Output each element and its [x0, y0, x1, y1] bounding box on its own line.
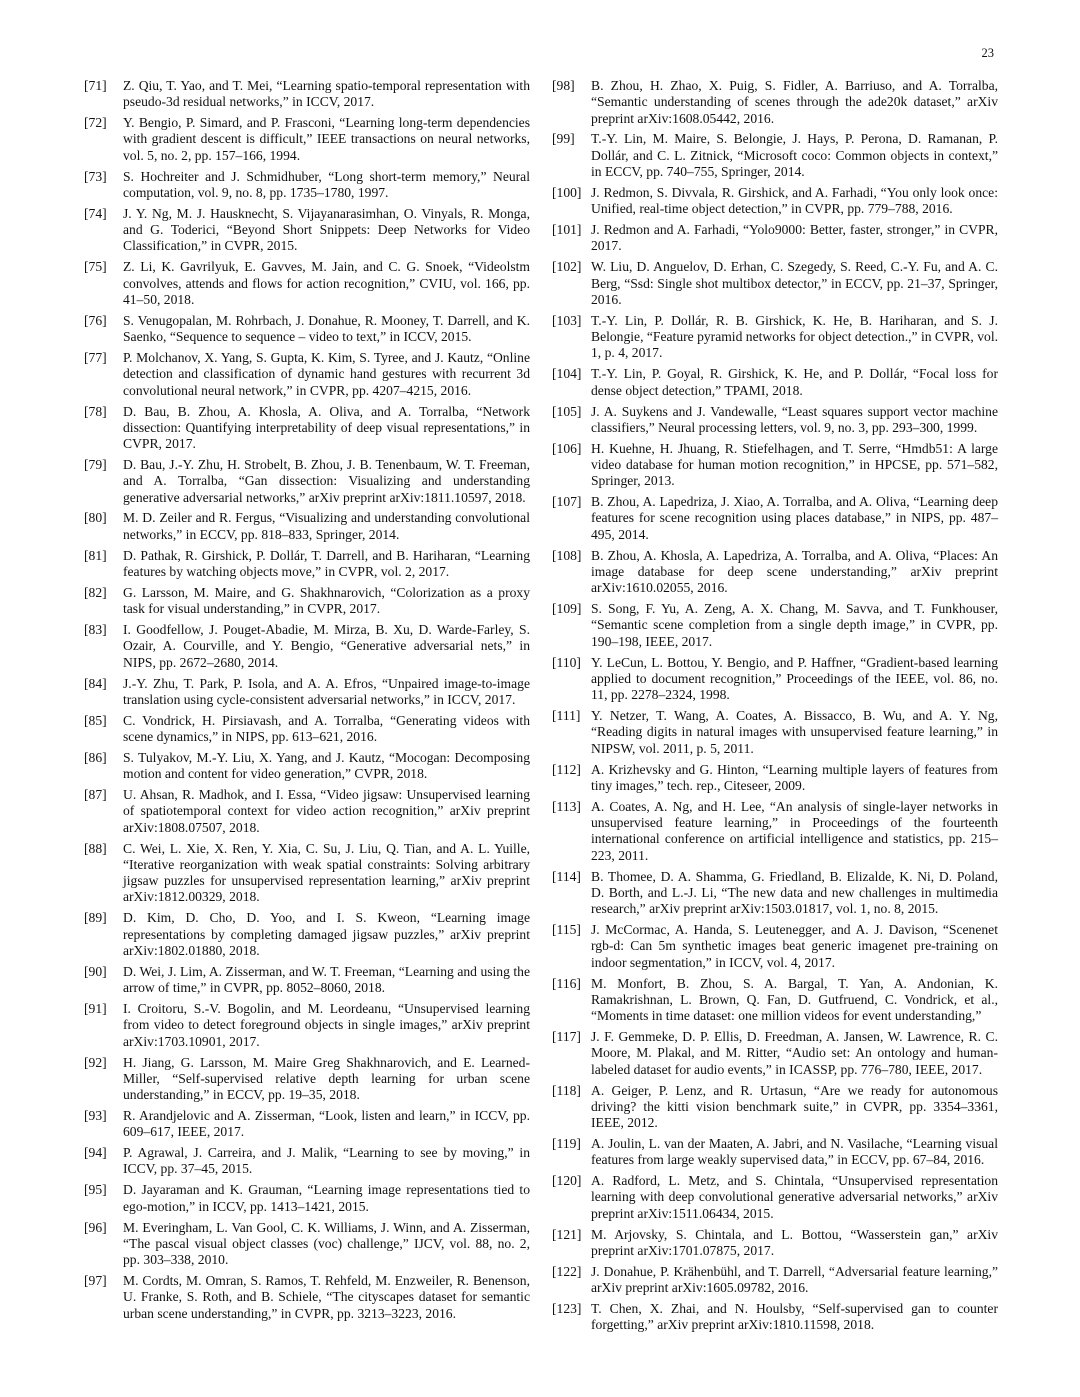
- reference-text: J. Redmon and A. Farhadi, “Yolo9000: Better, faster, stronger,” in CVPR, 2017.: [591, 222, 998, 254]
- reference-text: D. Bau, J.-Y. Zhu, H. Strobelt, B. Zhou, J. B. Tenenbaum, W. T. Freeman, and A. Torralba, “Gan dissection: Visualizing and understanding generative adversarial networks,” arXiv preprint arXiv:1811.10597, 2018.: [123, 456, 530, 505]
- reference-entry: [552, 1301, 998, 1334]
- reference-number: [97]: [84, 1273, 107, 1289]
- reference-text: A. Geiger, P. Lenz, and R. Urtasun, “Are we ready for autonomous driving? the kitti vision benchmark suite,” in CVPR, pp. 3354–3361, IEEE, 2012.: [591, 1082, 998, 1131]
- reference-entry: [84, 548, 530, 581]
- reference-text: B. Thomee, D. A. Shamma, G. Friedland, B. Elizalde, K. Ni, D. Poland, D. Borth, and L.-J. Li, “The new data and new challenges in multimedia research,” arXiv preprint arXiv:1503.01817, vol. 1, no. 8, 2015.: [591, 868, 998, 917]
- reference-entry: [552, 655, 998, 704]
- reference-number: [79]: [84, 456, 107, 472]
- reference-number: [72]: [84, 115, 107, 131]
- reference-number: [77]: [84, 350, 107, 366]
- reference-number: [86]: [84, 749, 107, 765]
- reference-number: [119]: [552, 1135, 581, 1151]
- reference-number: [123]: [552, 1301, 582, 1317]
- reference-number: [74]: [84, 205, 107, 221]
- reference-entry: [552, 441, 998, 490]
- reference-text: J. Donahue, P. Krähenbühl, and T. Darrell, “Adversarial feature learning,” arXiv preprint arXiv:1605.09782, 2016.: [591, 1263, 998, 1296]
- reference-text: B. Zhou, A. Khosla, A. Lapedriza, A. Torralba, and A. Oliva, “Places: An image database for deep scene understanding,” arXiv preprint arXiv:1610.02055, 2016.: [591, 547, 998, 596]
- reference-text: C. Vondrick, H. Pirsiavash, and A. Torralba, “Generating videos with scene dynamics,” in NIPS, pp. 613–621, 2016.: [123, 712, 530, 744]
- reference-text: J. A. Suykens and J. Vandewalle, “Least squares support vector machine classifiers,” Neural processing letters, vol. 9, no. 3, pp. 293–300, 1999.: [591, 403, 998, 435]
- reference-entry: [552, 78, 998, 127]
- reference-number: [71]: [84, 78, 107, 93]
- reference-number: [83]: [84, 622, 107, 638]
- reference-text: J.-Y. Zhu, T. Park, P. Isola, and A. A. Efros, “Unpaired image-to-image translation using cycle-consistent adversarial networks,” in ICCV, 2017.: [123, 675, 530, 707]
- reference-entry: [84, 206, 530, 255]
- reference-text: S. Venugopalan, M. Rohrbach, J. Donahue, R. Mooney, T. Darrell, and K. Saenko, “Sequence to sequence – video to text,” in ICCV, 2015.: [123, 312, 530, 345]
- reference-text: I. Croitoru, S.-V. Bogolin, and M. Leordeanu, “Unsupervised learning from video to detect foreground objects in single images,” arXiv preprint arXiv:1703.10901, 2017.: [123, 1001, 530, 1049]
- reference-text: M. Everingham, L. Van Gool, C. K. Williams, J. Winn, and A. Zisserman, “The pascal visual object classes (voc) challenge,” IJCV, vol. 88, no. 2, pp. 303–338, 2010.: [123, 1219, 530, 1268]
- reference-entry: [552, 494, 998, 543]
- reference-entry: [552, 869, 998, 918]
- reference-entry: [552, 131, 998, 180]
- reference-entry: [552, 601, 998, 650]
- reference-number: [84]: [84, 675, 107, 691]
- reference-entry: [552, 366, 998, 399]
- reference-text: B. Zhou, A. Lapedriza, J. Xiao, A. Torralba, and A. Oliva, “Learning deep features for scene recognition using places database,” in NIPS, pp. 487–495, 2014.: [591, 494, 998, 542]
- reference-number: [118]: [552, 1082, 581, 1098]
- reference-text: C. Wei, L. Xie, X. Ren, Y. Xia, C. Su, J. Liu, Q. Tian, and A. L. Yuille, “Iterative reorganization with weak spatial constraints: Solving arbitrary jigsaw puzzles for unsupervised representation learning,” arXiv preprint arXiv:1812.00329, 2018.: [123, 840, 530, 905]
- reference-entry: [84, 1001, 530, 1050]
- reference-text: W. Liu, D. Anguelov, D. Erhan, C. Szegedy, S. Reed, C.-Y. Fu, and A. C. Berg, “Ssd: Single shot multibox detector,” in ECCV, pp. 21–37, Springer, 2016.: [591, 259, 998, 307]
- reference-entry: [84, 787, 530, 836]
- reference-number: [116]: [552, 975, 581, 991]
- reference-number: [98]: [552, 78, 575, 93]
- reference-number: [115]: [552, 922, 581, 938]
- reference-text: S. Song, F. Yu, A. Zeng, A. X. Chang, M. Savva, and T. Funkhouser, “Semantic scene completion from a single depth image,” in CVPR, pp. 190–198, IEEE, 2017.: [591, 601, 998, 649]
- reference-entry: [84, 585, 530, 618]
- reference-number: [103]: [552, 312, 582, 328]
- reference-text: D. Pathak, R. Girshick, P. Dollár, T. Darrell, and B. Hariharan, “Learning features by watching objects move,” in CVPR, vol. 2, 2017.: [123, 547, 530, 579]
- reference-entry: [552, 1083, 998, 1132]
- reference-text: A. Radford, L. Metz, and S. Chintala, “Unsupervised representation learning with deep convolutional generative adversarial networks,” arXiv preprint arXiv:1511.06434, 2015.: [591, 1173, 998, 1221]
- reference-number: [102]: [552, 259, 582, 275]
- reference-number: [82]: [84, 584, 107, 600]
- references-right-column: [552, 78, 998, 1338]
- reference-number: [76]: [84, 312, 107, 328]
- reference-text: A. Joulin, L. van der Maaten, A. Jabri, and N. Vasilache, “Learning visual features from large weakly supervised data,” in ECCV, pp. 67–84, 2016.: [591, 1135, 998, 1168]
- reference-entry: [84, 964, 530, 997]
- reference-entry: [552, 1029, 998, 1078]
- reference-entry: [552, 708, 998, 757]
- reference-entry: [552, 976, 998, 1025]
- reference-text: D. Bau, B. Zhou, A. Khosla, A. Oliva, and A. Torralba, “Network dissection: Quantifying interpretability of deep visual representations,” in CVPR, 2017.: [123, 403, 530, 452]
- reference-text: T.-Y. Lin, P. Dollár, R. B. Girshick, K. He, B. Hariharan, and S. J. Belongie, “Feature pyramid networks for object detection.,” in CVPR, vol. 1, p. 4, 2017.: [591, 312, 998, 361]
- reference-number: [101]: [552, 222, 582, 238]
- reference-number: [109]: [552, 601, 582, 617]
- reference-number: [94]: [84, 1145, 107, 1161]
- reference-text: I. Goodfellow, J. Pouget-Abadie, M. Mirza, B. Xu, D. Warde-Farley, S. Ozair, A. Courville, and Y. Bengio, “Generative adversarial nets,” in NIPS, pp. 2672–2680, 2014.: [123, 622, 530, 670]
- reference-entry: [552, 1264, 998, 1297]
- reference-entry: [84, 1108, 530, 1141]
- reference-entry: [84, 259, 530, 308]
- reference-entry: [84, 1145, 530, 1178]
- references-left-column: [84, 78, 530, 1338]
- reference-text: D. Jayaraman and K. Grauman, “Learning image representations tied to ego-motion,” in ICCV, pp. 1413–1421, 2015.: [123, 1182, 530, 1214]
- reference-entry: [84, 1220, 530, 1269]
- reference-text: M. Cordts, M. Omran, S. Ramos, T. Rehfeld, M. Enzweiler, R. Benenson, U. Franke, S. Roth, and B. Schiele, “The cityscapes dataset for semantic urban scene understanding,” in CVPR, pp. 3213–3223, 2016.: [123, 1273, 530, 1321]
- reference-number: [88]: [84, 840, 107, 856]
- reference-number: [107]: [552, 494, 582, 510]
- reference-text: U. Ahsan, R. Madhok, and I. Essa, “Video jigsaw: Unsupervised learning of spatiotemporal context for video action recognition,” arXiv preprint arXiv:1808.07507, 2018.: [123, 787, 530, 835]
- reference-entry: [84, 676, 530, 709]
- reference-entry: [552, 1136, 998, 1169]
- reference-entry: [84, 115, 530, 164]
- reference-entry: [84, 1273, 530, 1322]
- reference-entry: [552, 922, 998, 971]
- reference-number: [120]: [552, 1173, 582, 1189]
- page-number: 23: [981, 46, 994, 60]
- reference-text: S. Hochreiter and J. Schmidhuber, “Long short-term memory,” Neural computation, vol. 9, no. 8, pp. 1735–1780, 1997.: [123, 168, 530, 200]
- reference-number: [111]: [552, 708, 581, 724]
- reference-number: [99]: [552, 131, 575, 147]
- reference-number: [121]: [552, 1226, 582, 1242]
- reference-entry: [84, 404, 530, 453]
- reference-text: B. Zhou, H. Zhao, X. Puig, S. Fidler, A. Barriuso, and A. Torralba, “Semantic understanding of scenes through the ade20k dataset,” arXiv preprint arXiv:1608.05442, 2016.: [591, 78, 998, 126]
- reference-number: [100]: [552, 184, 582, 200]
- reference-number: [122]: [552, 1263, 582, 1279]
- reference-entry: [84, 313, 530, 346]
- reference-number: [91]: [84, 1001, 107, 1017]
- reference-number: [73]: [84, 168, 107, 184]
- reference-entry: [84, 910, 530, 959]
- reference-text: J. Y. Ng, M. J. Hausknecht, S. Vijayanarasimhan, O. Vinyals, R. Monga, and G. Toderici, “Beyond Short Snippets: Deep Networks for Video Classification,” in CVPR, 2015.: [123, 205, 530, 254]
- reference-text: G. Larsson, M. Maire, and G. Shakhnarovich, “Colorization as a proxy task for visual understanding,” in CVPR, 2017.: [123, 584, 530, 617]
- reference-text: Y. LeCun, L. Bottou, Y. Bengio, and P. Haffner, “Gradient-based learning applied to document recognition,” Proceedings of the IEEE, vol. 86, no. 11, pp. 2278–2324, 1998.: [591, 654, 998, 703]
- reference-text: Z. Li, K. Gavrilyuk, E. Gavves, M. Jain, and C. G. Snoek, “Videolstm convolves, attends and flows for action recognition,” CVIU, vol. 166, pp. 41–50, 2018.: [123, 259, 530, 307]
- reference-entry: [84, 713, 530, 746]
- reference-number: [110]: [552, 654, 581, 670]
- reference-text: P. Molchanov, X. Yang, S. Gupta, K. Kim, S. Tyree, and J. Kautz, “Online detection and classification of dynamic hand gestures with recurrent 3d convolutional neural network,” in CVPR, pp. 4207–4215, 2016.: [123, 350, 530, 398]
- reference-text: D. Wei, J. Lim, A. Zisserman, and W. T. Freeman, “Learning and using the arrow of time,” in CVPR, pp. 8052–8060, 2018.: [123, 963, 530, 996]
- reference-entry: [84, 750, 530, 783]
- reference-number: [117]: [552, 1029, 581, 1045]
- reference-text: J. F. Gemmeke, D. P. Ellis, D. Freedman, A. Jansen, W. Lawrence, R. C. Moore, M. Plakal, and M. Ritter, “Audio set: An ontology and human-labeled dataset for audio events,” in ICASSP, pp. 776–780, IEEE, 2017.: [591, 1029, 998, 1077]
- reference-entry: [552, 548, 998, 597]
- reference-entry: [84, 510, 530, 543]
- reference-text: D. Kim, D. Cho, D. Yoo, and I. S. Kweon, “Learning image representations by completing damaged jigsaw puzzles,” arXiv preprint arXiv:1802.01880, 2018.: [123, 910, 530, 958]
- reference-number: [78]: [84, 403, 107, 419]
- reference-text: M. D. Zeiler and R. Fergus, “Visualizing and understanding convolutional networks,” in ECCV, pp. 818–833, Springer, 2014.: [123, 510, 530, 542]
- reference-entry: [552, 259, 998, 308]
- reference-number: [112]: [552, 761, 581, 777]
- reference-number: [114]: [552, 868, 581, 884]
- reference-number: [85]: [84, 712, 107, 728]
- reference-text: H. Kuehne, H. Jhuang, R. Stiefelhagen, and T. Serre, “Hmdb51: A large video database for human motion recognition,” in HPCSE, pp. 571–582, Springer, 2013.: [591, 440, 998, 489]
- reference-entry: [552, 222, 998, 255]
- reference-text: T.-Y. Lin, P. Goyal, R. Girshick, K. He, and P. Dollár, “Focal loss for dense object detection,” TPAMI, 2018.: [591, 366, 998, 398]
- reference-entry: [552, 313, 998, 362]
- reference-entry: [552, 185, 998, 218]
- reference-number: [106]: [552, 440, 582, 456]
- reference-entry: [84, 350, 530, 399]
- reference-number: [87]: [84, 787, 107, 803]
- reference-entry: [552, 404, 998, 437]
- reference-entry: [84, 1055, 530, 1104]
- reference-text: T.-Y. Lin, M. Maire, S. Belongie, J. Hays, P. Perona, D. Ramanan, P. Dollár, and C. L. Zitnick, “Microsoft coco: Common objects in context,” in ECCV, pp. 740–755, Springer, 2014.: [591, 131, 998, 180]
- reference-number: [80]: [84, 510, 107, 526]
- reference-entry: [552, 1173, 998, 1222]
- reference-entry: [552, 799, 998, 864]
- reference-text: M. Arjovsky, S. Chintala, and L. Bottou, “Wasserstein gan,” arXiv preprint arXiv:1701.07875, 2017.: [591, 1226, 998, 1258]
- reference-text: J. Redmon, S. Divvala, R. Girshick, and A. Farhadi, “You only look once: Unified, real-time object detection,” in CVPR, pp. 779–788, 2016.: [591, 184, 998, 217]
- reference-text: Y. Netzer, T. Wang, A. Coates, A. Bissacco, B. Wu, and A. Y. Ng, “Reading digits in natural images with unsupervised feature learning,” in NIPSW, vol. 2011, p. 5, 2011.: [591, 708, 998, 756]
- reference-entry: [84, 1182, 530, 1215]
- reference-entry: [84, 841, 530, 906]
- reference-text: M. Monfort, B. Zhou, S. A. Bargal, T. Yan, A. Andonian, K. Ramakrishnan, L. Brown, Q. Fan, D. Gutfruend, C. Vondrick, et al., “Moments in time dataset: one million videos for event understanding,”: [591, 975, 998, 1024]
- reference-text: R. Arandjelovic and A. Zisserman, “Look, listen and learn,” in ICCV, pp. 609–617, IEEE, 2017.: [123, 1107, 530, 1140]
- reference-text: P. Agrawal, J. Carreira, and J. Malik, “Learning to see by moving,” in ICCV, pp. 37–45, 2015.: [123, 1145, 530, 1177]
- reference-text: A. Krizhevsky and G. Hinton, “Learning multiple layers of features from tiny images,” tech. rep., Citeseer, 2009.: [591, 761, 998, 793]
- reference-number: [89]: [84, 910, 107, 926]
- reference-text: J. McCormac, A. Handa, S. Leutenegger, and A. J. Davison, “Scenenet rgb-d: Can 5m synthetic images beat generic imagenet pre-training on indoor segmentation,” in ICCV, vol. 4, 2017.: [591, 922, 998, 970]
- reference-number: [95]: [84, 1182, 107, 1198]
- reference-text: Z. Qiu, T. Yao, and T. Mei, “Learning spatio-temporal representation with pseudo-3d residual networks,” in ICCV, 2017.: [123, 78, 530, 110]
- reference-number: [81]: [84, 547, 107, 563]
- reference-number: [104]: [552, 366, 582, 382]
- reference-text: T. Chen, X. Zhai, and N. Houlsby, “Self-supervised gan to counter forgetting,” arXiv preprint arXiv:1810.11598, 2018.: [591, 1301, 998, 1333]
- reference-number: [93]: [84, 1107, 107, 1123]
- reference-text: S. Tulyakov, M.-Y. Liu, X. Yang, and J. Kautz, “Mocogan: Decomposing motion and content for video generation,” CVPR, 2018.: [123, 749, 530, 782]
- reference-text: H. Jiang, G. Larsson, M. Maire Greg Shakhnarovich, and E. Learned-Miller, “Self-supervised relative depth learning for urban scene understanding,” in ECCV, pp. 19–35, 2018.: [123, 1054, 530, 1103]
- reference-entry: [84, 457, 530, 506]
- reference-number: [105]: [552, 403, 582, 419]
- reference-number: [92]: [84, 1054, 107, 1070]
- reference-entry: [84, 169, 530, 202]
- reference-number: [108]: [552, 547, 582, 563]
- reference-entry: [84, 78, 530, 111]
- reference-number: [90]: [84, 963, 107, 979]
- reference-text: Y. Bengio, P. Simard, and P. Frasconi, “Learning long-term dependencies with gradient descent is difficult,” IEEE transactions on neural networks, vol. 5, no. 2, pp. 157–166, 1994.: [123, 115, 530, 163]
- reference-number: [113]: [552, 798, 581, 814]
- reference-text: A. Coates, A. Ng, and H. Lee, “An analysis of single-layer networks in unsupervised feature learning,” in Proceedings of the fourteenth international conference on artificial intelligence and statistics, pp. 215–223, 2011.: [591, 798, 998, 863]
- references-list: [84, 78, 998, 1338]
- reference-entry: [552, 762, 998, 795]
- reference-number: [75]: [84, 259, 107, 275]
- reference-number: [96]: [84, 1219, 107, 1235]
- reference-entry: [552, 1227, 998, 1260]
- reference-entry: [84, 622, 530, 671]
